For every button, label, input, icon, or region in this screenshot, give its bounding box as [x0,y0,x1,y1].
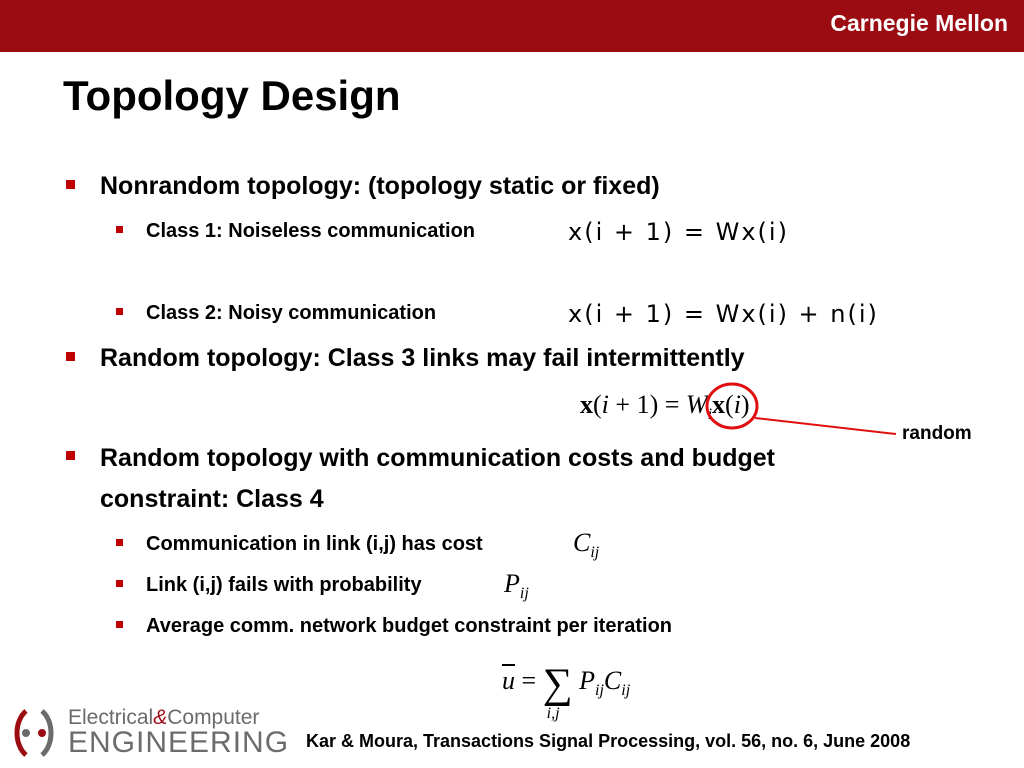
random-label: random [902,423,972,444]
equation-class1: x(i + 1) = Wx(i) [568,218,789,246]
bullet-class4-line2: constraint: Class 4 [100,485,324,513]
highlight-circle [707,384,757,428]
bullet-class2: Class 2: Noisy communication [146,302,437,324]
bullet-square-icon [116,621,123,628]
logo-ampersand: & [153,706,168,729]
ece-logo-icon [6,705,62,761]
equation-class3: $x(i + 1) = W_ix(i)$ [580,390,750,423]
bullet-fail: Link (i,j) fails with probability [146,574,422,596]
annotation-line [755,418,896,434]
bullet-square-icon [66,352,75,361]
bullet-square-icon [116,226,123,233]
header-bar [0,0,1024,52]
bullet-random: Random topology: Class 3 links may fail intermittently [100,344,745,372]
logo-line2: ENGINEERING [68,726,290,759]
equation-class2: x(i + 1) = Wx(i) + n(i) [568,300,879,328]
citation: Kar & Moura, Transactions Signal Processing, vol. 56, no. 6, June 2008 [306,731,911,751]
bullet-square-icon [66,180,75,189]
equation-cost: $C_{ij}$ [573,528,600,561]
logo-computer: Computer [167,706,260,729]
bullet-nonrandom: Nonrandom topology: (topology static or fixed) [100,172,660,200]
equation-fail: $P_{ij}$ [504,569,529,602]
bullet-class4-line1: Random topology with communication costs and budget [100,444,775,472]
bullet-budget: Average comm. network budget constraint per iteration [146,615,673,637]
bullet-square-icon [116,580,123,587]
equation-budget: $\overline{u}$ = ∑ i,j $P_{ij}C_{ij}$ [502,661,631,722]
bullet-class4 [100,438,775,520]
random-annotation [700,378,900,438]
bullet-square-icon [66,451,75,460]
bullet-square-icon [116,308,123,315]
bullet-class1: Class 1: Noiseless communication [146,220,476,242]
logo-electrical: Electrical [68,706,154,729]
bullet-cost: Communication in link (i,j) has cost [146,533,483,555]
org-name: Carnegie Mellon [830,10,1008,36]
slide-title: Topology Design [63,72,401,119]
bullet-square-icon [116,539,123,546]
